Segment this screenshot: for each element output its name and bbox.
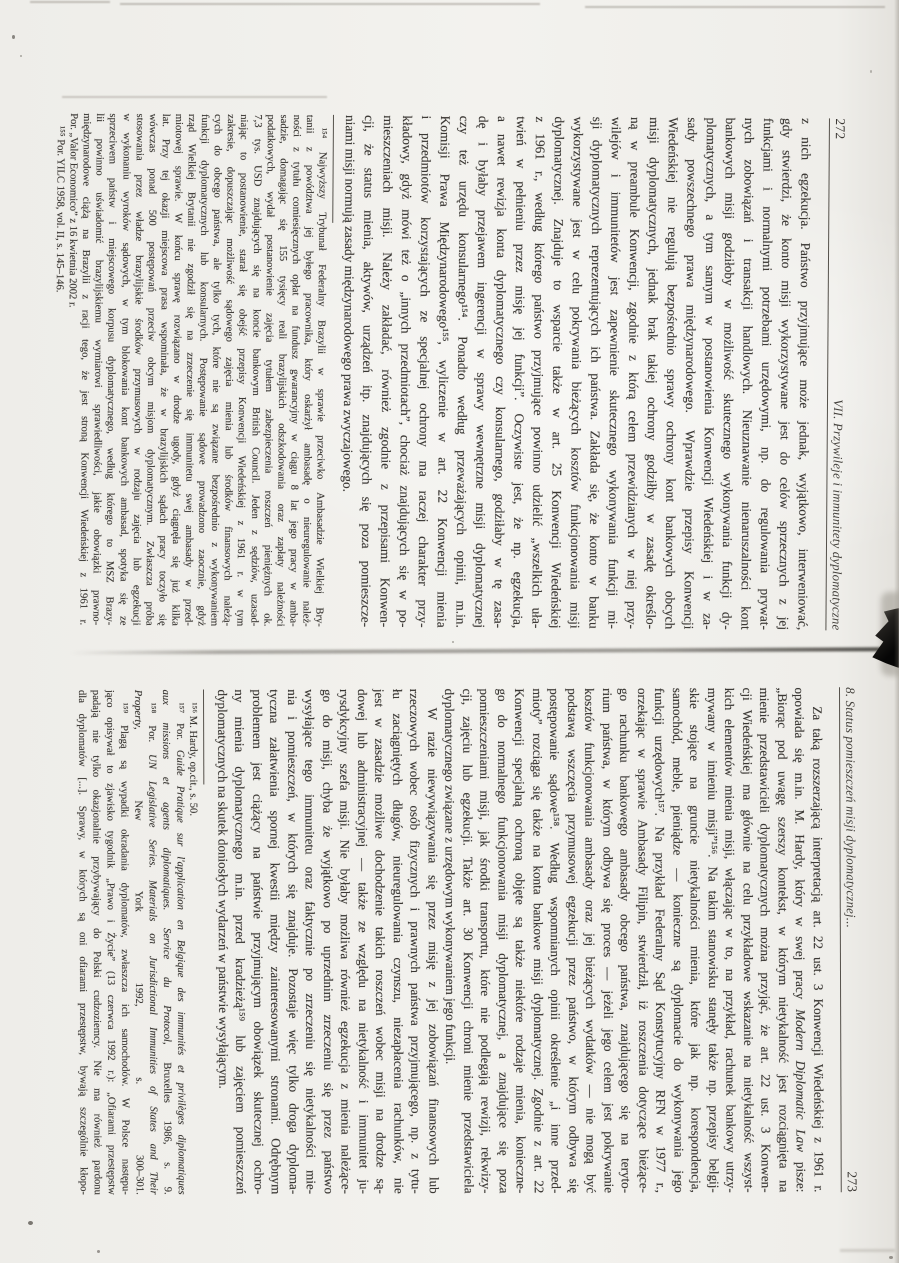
text-line: dowej lub administracyjnej — także ze względu na nietykalność i immunitet ju-: [354, 688, 372, 1194]
text-line: gdy stwierdzi, że konto misji wykorzystywane jest do celów sprzecznych z jej: [776, 118, 795, 631]
page-273: [64, 687, 860, 1195]
text-line: nia i pomieszczeń, w których się znajduje. Pozostaje więc tylko droga dyploma-: [284, 689, 302, 1195]
text-line: dyplomatycznego związane z urzędowym wykonywaniem jego funkcji.: [442, 688, 459, 1065]
page-number-273: 273: [844, 1171, 860, 1193]
text-line: 7,3 tys. USD znajdujących się na koncie bankowym British Council. Jeden z sędziów, uzasad-: [247, 114, 263, 627]
text-line: kich elementów mienia misji, włączając w to, na przykład, rachunek bankowy utrzy-: [722, 687, 740, 1193]
text-line: nych zobowiązań i transakcji handlowych. Nieuznawanie nienaruszalności kont: [738, 117, 757, 630]
footnote-separator-273: [203, 690, 204, 785]
text-line: podatkowych, wydał postanowienie zajęcia tytułem zabezpieczenia roszczeń pieniężnych ok.: [261, 114, 276, 627]
text-line: mieszczeniach misji. Należy zakładać, również zgodnie z przepisami Konwen-: [377, 115, 396, 628]
text-line: rium państwa, w którym odbywa się proces — jeżeli jego celem jest pokrywanie: [599, 688, 617, 1194]
text-line: dyplomatycznych na skutek doniosłych wydarzeń w państwie wysyłającym.: [214, 689, 232, 1089]
dust-speck: [889, 1256, 893, 1259]
text-line: ¹⁵⁶ M. Hardy, op.cit., s. 50.: [187, 702, 199, 817]
text-line: funkcji dyplomatycznych lub konsularnych. Postępowanie sądowe prowadzono zaocznie, gdyż: [195, 113, 211, 627]
text-line: wykorzystywane jest w celu pokrywania bieżących kosztów funkcjonowania misji: [567, 116, 586, 629]
text-line: go rachunku bankowego ambasady obcego państwa, znajdującego się na teryto-: [617, 688, 635, 1194]
text-line: cych do obcego państwa, ale tylko tych, które nie są związane bezpośrednio z wykonywaniem: [208, 114, 224, 627]
running-head-272: VII. Przywileje i immunitety dyplomatyczne: [829, 399, 846, 631]
text-line: kosztów funkcjonowania ambasady oraz jej bieżących wydatków — nie mogą być: [582, 688, 600, 1194]
text-line: Wiedeńskiej nie regulują bezpośrednio sprawy ochrony kont bankowych obcych: [662, 117, 681, 630]
text-line: bankowych misji godziłoby w możliwość skutecznego wykonywania funkcji dy-: [719, 117, 738, 630]
text-line: ny mienia dyplomatycznego m.in. przed kradzieżą¹⁵⁹ lub zajęciem pomieszczeń: [232, 689, 250, 1195]
text-line: plomatycznych, a tym samym w postanowienia Konwencji Wiedeńskiej i w za-: [700, 117, 719, 630]
text-line: lii powinno uświadomić brazylijskiemu wymiarowi sprawiedliwości, jakie obowiązki prawno-: [90, 113, 106, 626]
text-line: mioty” rozciąga się także na konta bankowe misji dyplomatycznej. Zgodnie z art. 22: [529, 688, 547, 1194]
text-line: Property, New York 1992, s. 300–301.: [131, 689, 145, 1195]
text-line: dyplomatycznej. Znajduje to wsparcie także w art. 25 Konwencji Wiedeńskiej: [548, 116, 567, 629]
text-line: miotowej sprawie. W końcu sprawę rozwiązano w drodze ugody, gdyż ciągnęła się już kilka: [169, 113, 184, 626]
text-line: dę i byłaby przejawem ingerencji w sprawy wewnętrzne misji dyplomatycznej: [472, 115, 491, 628]
text-line: sadzie, domagając się 155 tysięcy reali brazylijskich odszkodowania oraz zapłaty należności: [274, 114, 289, 627]
dust-speck: [870, 70, 872, 73]
text-line: mywany w imieniu misji”¹⁵⁶. Na takim stanowisku stanęły także np. przepisy belgij-: [704, 687, 722, 1193]
text-line: go do normalnego funkcjonowania misji dyplomatycznej, a znajdujące się poza: [494, 688, 512, 1194]
dust-speck: [452, 641, 454, 643]
text-line: postępowanie sądowe¹⁵⁸. Według wspomnianych opinii określenie „i inne przed-: [547, 688, 565, 1194]
text-line: misji dyplomatycznych, jednak brak takiej ochrony godziłby w zasadę określo-: [643, 117, 662, 630]
text-line: tyczna załatwienia spornej kwestii między zainteresowanymi stronami. Odrębnym: [267, 689, 285, 1195]
text-line: rysdykcyjny szefa misji. Nie byłaby możliwa również egzekucja z mienia należące-: [337, 688, 355, 1195]
text-line: wilejów i immunitetów jest zapewnienie skutecznego wykonywania funkcji mi-: [605, 116, 624, 629]
text-line: niami misji normują zasady międzynarodowego prawa zwyczajowego.: [340, 114, 358, 493]
text-line: niając to postanowienie, starał się obejść przepisy Konwencji Wiedeńskiej z 1961 r. w tym: [234, 114, 250, 627]
text-line: opowiada się m.in. M. Hardy, który w swej pracy Modern Diplomatic Law pisze:: [792, 687, 810, 1193]
scan-streak: [120, 3, 540, 5]
text-line: stosowania przez władze brazylijskie środków przymusowych w rodzaju zajęcia lub egzekucji: [130, 113, 145, 626]
text-line: Komisji Prawa Międzynarodowego¹⁵⁵, wyliczenie w art. 22 Konwencji mienia: [434, 115, 453, 628]
text-line: sji dyplomatycznych reprezentujących ich państwa. Zakłada się, że konto w banku: [586, 116, 605, 629]
text-line: go do misji, chyba że wyjątkowo po uprzednim zrzeczeniu się przez państwo: [319, 689, 337, 1195]
text-line: jest w zasadzie możliwe dochodzenie takich roszczeń wobec misji na drodze są-: [372, 688, 390, 1194]
text-line: z 1961 r., według którego państwo przyjmujące powinno udzielić „wszelkich uła-: [529, 116, 548, 629]
footnote-separator-272: [332, 115, 334, 223]
page-273-body: [213, 687, 827, 1194]
text-line: samochód, meble, pieniądze — konieczne są dyplomacie do wykonywania jego: [669, 687, 687, 1193]
text-line: kładowy, gdyż mówi też o „innych przedmiotach”, chociaż znajdujących się w po-: [396, 115, 415, 628]
text-line: padają nie tylko okazjonalnie przybywający do Polski cudzoziemcy. Nie ma również pardonu: [90, 689, 103, 1195]
page-272-header: [827, 118, 848, 630]
text-line: a nawet rewizja konta dyplomatycznego czy konsularnego, godziłaby w tę zasa-: [491, 116, 510, 629]
text-line: „Biorąc pod uwagę szerszy kontekst, w którym nietykalność jest rozciągnięta na: [774, 687, 792, 1193]
text-line: Za taką rozszerzającą interpretacją art. 22 ust. 3 Konwencji Wiedeńskiej z 1961 r.: [810, 706, 827, 1193]
text-line: orzekając w sprawie Ambasady Filipin, stwierdził, iż roszczenia dotyczące bieżące-: [634, 687, 652, 1194]
text-line: i przedmiotów korzystających ze specjalnej ochrony ma raczej charakter przy-: [415, 115, 434, 628]
text-line: cji, zajęciu lub egzekucji. Także art. 30 Konwencji chroni mienie przedstawiciela: [459, 688, 477, 1194]
dust-speck: [28, 1221, 33, 1225]
dust-speck: [97, 1250, 100, 1253]
text-line: ¹⁵⁷ Por. Guide Pratique sur l'application en Belgique des immunités et privilèges diplomatiques: [173, 702, 187, 1195]
page-272-content: [53, 113, 848, 631]
text-line: tanii z powództwa jej byłego pracownika, który oskarżył ambasadę o nieuregulowanie należ-: [300, 114, 315, 627]
text-line: W razie niewywiązywania się przez misję z jej zobowiązań finansowych lub: [425, 707, 442, 1194]
scan-streak: [585, 6, 885, 8]
text-line: łu zaciągniętych długów, nieuregulowania czynszu, niezapłacenia rachunków, nie: [389, 688, 407, 1194]
page-272: [53, 113, 848, 631]
text-line: cji Wiedeńskiej ma głównie na celu przykładowe wskazanie na nietykalność wszyst-: [739, 687, 757, 1193]
page-number-272: 272: [832, 118, 848, 140]
page-272-footnotes: [50, 113, 329, 627]
text-line: pomieszczeniami misji, jak środki transportu, które nie podlegają rewizji, rekwizy-: [477, 688, 495, 1194]
dust-speck: [20, 55, 22, 57]
text-line: sprzeciwem państw i miejscowego korpusu dyplomatycznego, według którego to MSZ Brazy-: [103, 113, 119, 626]
text-line: mienie przedstawicieli dyplomatycznych można przyjąć, że art. 22 ust. 3 Konwen-: [757, 687, 775, 1193]
text-line: funkcji urzędowych¹⁵⁷. Na przykład Federalny Sąd Konstytucyjny RFN w 1977 r.,: [652, 687, 670, 1193]
text-line: sady powszechnego prawa międzynarodowego. Wprawdzie przepisy Konwencji: [681, 117, 700, 630]
text-line: Por. „Valor Economico” z 16 kwietnia 2002 r.: [66, 113, 80, 308]
page-272-body: [337, 115, 816, 630]
text-line: Konwencji specjalną ochroną objęte są także niektóre rodzaje mienia, konieczne-: [512, 688, 530, 1194]
text-line: rzeczowych wobec osób fizycznych i prawnych państwa przyjmującego, np. z tytu-: [407, 688, 425, 1194]
text-line: czy też urzędu konsularnego¹⁵⁴. Ponadto według przeważających opinii, m.in.: [453, 115, 472, 628]
scan-edge-shadow: [894, 0, 899, 1263]
text-line: jąco opisywał to zjawisko tygodnik „Prawo i Życie” (13 czerwca 1992 r.): „Ofiarami przestępstw: [104, 689, 117, 1195]
dust-speck: [12, 35, 15, 39]
running-head-273: 8. Status pomieszczeń misji dyplomatycznej...: [842, 687, 858, 929]
page-273-header: [841, 687, 860, 1192]
text-line: ną w preambule Konwencji, zgodnie z którą celem przewidzianych w niej przy-: [624, 116, 643, 630]
text-line: funkcjami i normalnymi potrzebami urzędowymi, np. do regulowania prywat-: [757, 117, 776, 630]
scan-streak: [62, 96, 327, 98]
text-line: wysyłające tego immunitetu oraz faktycznie po zrzeczeniu się nietykalności mie-: [302, 689, 320, 1195]
text-line: ¹⁵⁹ Plagą są wypadki okradania dyplomatów, zwłaszcza ich samochodów. W Polsce następu-: [118, 702, 131, 1195]
text-line: wówczas ponad 500 postępowań przeciw obcym misjom dyplomatycznym. Zwłaszcza próba: [143, 113, 158, 626]
text-line: problemem jest ciążący na państwie przyjmującym obowiązek skutecznej ochro-: [249, 689, 267, 1195]
text-line: lat. Przy tej okazji miejscowa prasa wspominała, że w brazylijskich sądach pracy toczyło się: [156, 113, 171, 626]
text-line: cji, że status mienia, aktywów, urządzeń itp. znajdujących się poza pomieszcze-: [358, 115, 377, 628]
scan-streak: [840, 1249, 895, 1252]
text-line: skie stojące na gruncie nietykalności mienia, które jak np. korespondencja,: [687, 687, 705, 1193]
scan-streak: [30, 1, 110, 3]
text-line: ¹⁵⁴ Najwyższy Trybunał Federalny Brazylii w sprawie przeciwko Ambasadzie Wielkiej Bry-: [313, 127, 328, 627]
text-line: twień w pełnieniu przez misję jej funkcji”. Oczywiste jest, że np. egzekucja,: [510, 116, 529, 629]
text-line: międzynarodowe ciążą na Brazylii z racji tego, że jest stroną Konwencji Wiedeńskiej z 1961 r.: [77, 113, 93, 626]
text-line: zakresie, dopuszczając możliwość sądowego zajęcia mienia lub środków finansowych należą-: [221, 114, 237, 627]
text-line: aux missions et agents diplomatiques. Service du Protocol, Bruxelles 1986, s. 9.: [159, 689, 173, 1195]
text-line: ¹⁵⁸ Por. UN Legislative Series. Materials on Jurisdictional Immunities of States and Their: [145, 702, 159, 1195]
page-gutter-shadow: [70, 647, 896, 655]
text-line: ności z tytułu comiesięcznych opłat na fundusz gwarancyjny w ciągu 8 lat jego pracy w amba-: [287, 114, 302, 627]
text-line: podstawą wszczęcia przymusowej egzekucji przez państwo, w którym odbywa się: [564, 688, 582, 1194]
page-273-content: [64, 687, 860, 1195]
text-line: w wykonaniu wyroków sądowych, w tym blokowania kont bankowych ambasad, spotyka się ze: [117, 113, 132, 626]
page-273-footnotes: [74, 690, 201, 1195]
text-line: ¹⁵⁵ Por. YILC 1958, vol. II, s. 145–146.: [53, 125, 67, 293]
text-line: z nich egzekucja. Państwo przyjmujące może jednak, wyjątkowo, interweniować,: [795, 118, 814, 631]
text-line: dla dyplomatów [...]. Sprawy, w których są oni ofiarami przestępstw, bywają szczególnie kłopo-: [76, 689, 90, 1195]
text-line: rząd Wielkiej Brytanii nie zgodził się na zrzeczenie się immunitetu swej ambasady w przed-: [182, 113, 198, 626]
